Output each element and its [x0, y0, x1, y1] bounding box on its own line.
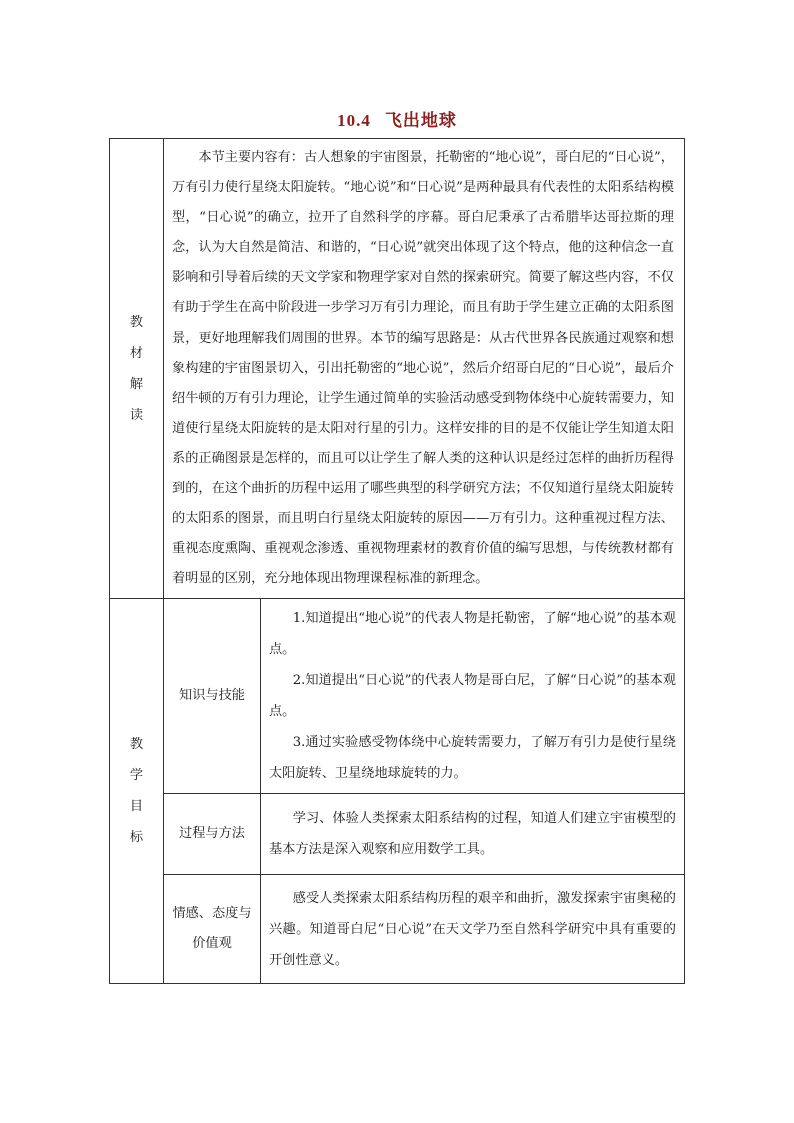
lesson-plan-table	[109, 138, 685, 984]
textbook-reading-label: 教 材 解 读	[110, 139, 164, 599]
goal-item: 1.知道提出“地心说”的代表人物是托勒密，了解“地心说”的基本观点。	[269, 611, 676, 658]
process-methods-label: 过程与方法	[164, 794, 261, 875]
process-methods-content: 学习、体验人类探索太阳系结构的过程，知道人们建立宇宙模型的基本方法是深入观察和应用数学工具。	[261, 794, 685, 875]
knowledge-skills-content	[261, 599, 685, 794]
textbook-reading-row	[110, 139, 685, 599]
page-title	[0, 106, 794, 131]
goal-item: 2.知道提出“日心说”的代表人物是哥白尼，了解“日心说”的基本观点。	[269, 673, 676, 720]
knowledge-skills-label: 知识与技能	[164, 599, 261, 794]
teaching-goals-label: 教 学 目 标	[110, 599, 164, 984]
textbook-reading-content: 本节主要内容有：古人想象的宇宙图景，托勒密的“地心说”，哥白尼的“日心说”，万有引力使行星绕太阳旋转。“地心说”和“日心说”是两种最具有代表性的太阳系结构模型，“日心说”的确立，拉开了自然科学的序幕。哥白尼秉承了古希腊毕达哥拉斯的理念，认为大自然是简洁、和谐的，“日心说”就突出体现了这个特点，他的这种信念一直影响和引导着后续的天文学家和物理学家对自然的探索研究。简要了解这些内容，不仅有助于学生在高中阶段进一步学习万有引力理论，而且有助于学生建立正确的太阳系图景，更好地理解我们周围的世界。本节的编写思路是：从古代世界各民族通过观察和想象构建的宇宙图景切入，引出托勒密的“地心说”，然后介绍哥白尼的“日心说”，最后介绍牛顿的万有引力理论，让学生通过简单的实验活动感受到物体绕中心旋转需要力，知道使行星绕太阳旋转的是太阳对行星的引力。这样安排的目的是不仅能让学生知道太阳系的正确图景是怎样的，而且可以让学生了解人类的这种认识是经过怎样的曲折历程得到的，在这个曲折的历程中运用了哪些典型的科学研究方法；不仅知道行星绕太阳旋转的太阳系的图景，而且明白行星绕太阳旋转的原因——万有引力。这种重视过程方法、重视态度熏陶、重视观念渗透、重视物理素材的教育价值的编写思想，与传统教材都有着明显的区别，充分地体现出物理课程标准的新理念。	[164, 139, 685, 599]
emotion-values-content: 感受人类探索太阳系结构历程的艰辛和曲折，激发探索宇宙奥秘的兴趣。知道哥白尼“日心说”在天文学乃至自然科学研究中具有重要的开创性意义。	[261, 875, 685, 984]
section-number: 10.4	[337, 111, 371, 130]
process-methods-row	[110, 794, 685, 875]
emotion-values-row	[110, 875, 685, 984]
knowledge-skills-row	[110, 599, 685, 794]
emotion-values-label: 情感、态度与 价值观	[164, 875, 261, 984]
goal-item: 3.通过实验感受物体绕中心旋转需要力，了解万有引力是使行星绕太阳旋转、卫星绕地球旋转的力。	[269, 735, 676, 782]
section-title: 飞出地球	[384, 111, 457, 131]
